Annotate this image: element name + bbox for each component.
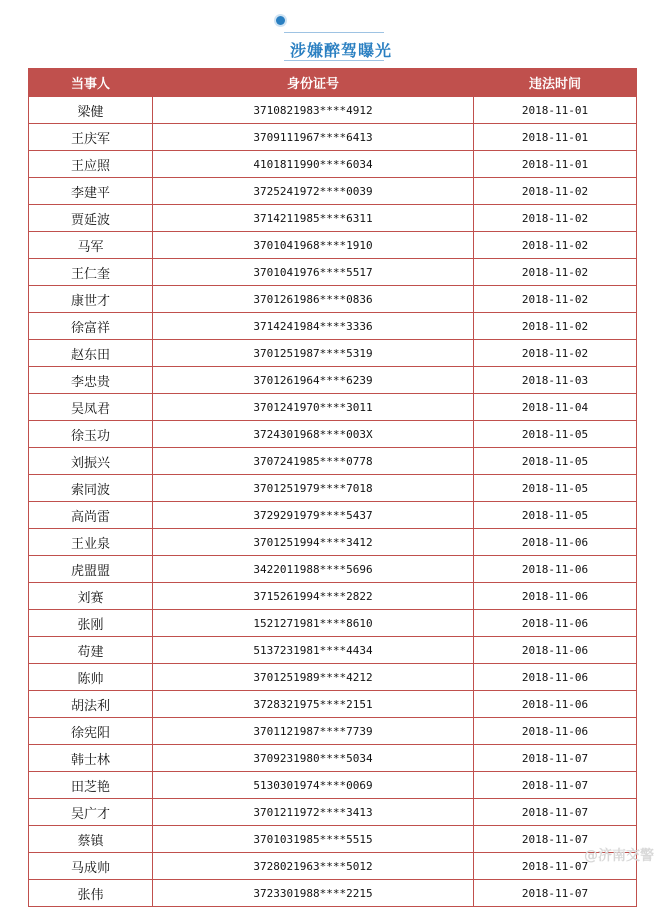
cell-party: 马军 [29, 232, 153, 259]
cell-party: 李建平 [29, 178, 153, 205]
cell-violation-date: 2018-11-06 [474, 718, 637, 745]
cell-party: 王庆军 [29, 124, 153, 151]
table-row [29, 799, 637, 826]
cell-id-number: 5130301974****0069 [153, 772, 474, 799]
cell-violation-date: 2018-11-05 [474, 448, 637, 475]
page-title: 涉嫌醉驾曝光 [290, 41, 393, 60]
cell-party: 吴广才 [29, 799, 153, 826]
cell-id-number: 3724301968****003X [153, 421, 474, 448]
table-row [29, 259, 637, 286]
cell-id-number: 3723301988****2215 [153, 880, 474, 907]
table-row [29, 448, 637, 475]
cell-party: 索同波 [29, 475, 153, 502]
cell-party: 赵东田 [29, 340, 153, 367]
cell-id-number: 3701251987****5319 [153, 340, 474, 367]
cell-party: 马成帅 [29, 853, 153, 880]
table-row [29, 232, 637, 259]
table-row [29, 205, 637, 232]
table-row [29, 502, 637, 529]
cell-violation-date: 2018-11-02 [474, 178, 637, 205]
table-row [29, 691, 637, 718]
cell-violation-date: 2018-11-04 [474, 394, 637, 421]
cell-violation-date: 2018-11-05 [474, 502, 637, 529]
table-header-row [29, 68, 637, 97]
cell-id-number: 3701121987****7739 [153, 718, 474, 745]
table-row [29, 826, 637, 853]
cell-party: 徐富祥 [29, 313, 153, 340]
table-row [29, 178, 637, 205]
cell-violation-date: 2018-11-05 [474, 421, 637, 448]
cell-violation-date: 2018-11-02 [474, 313, 637, 340]
cell-violation-date: 2018-11-01 [474, 151, 637, 178]
cell-id-number: 3701041968****1910 [153, 232, 474, 259]
table-row [29, 421, 637, 448]
table-row [29, 853, 637, 880]
table-row [29, 583, 637, 610]
cell-violation-date: 2018-11-06 [474, 529, 637, 556]
cell-violation-date: 2018-11-02 [474, 286, 637, 313]
cell-id-number: 3725241972****0039 [153, 178, 474, 205]
table-row [29, 556, 637, 583]
cell-party: 田芝艳 [29, 772, 153, 799]
cell-id-number: 3701241970****3011 [153, 394, 474, 421]
cell-id-number: 3701251989****4212 [153, 664, 474, 691]
cell-violation-date: 2018-11-07 [474, 799, 637, 826]
cell-party: 刘振兴 [29, 448, 153, 475]
cell-id-number: 3701251979****7018 [153, 475, 474, 502]
cell-violation-date: 2018-11-06 [474, 556, 637, 583]
table-row [29, 745, 637, 772]
cell-party: 王应照 [29, 151, 153, 178]
cell-party: 康世才 [29, 286, 153, 313]
title-divider-top [284, 32, 384, 33]
title-dot-icon [276, 16, 285, 25]
cell-party: 梁健 [29, 97, 153, 124]
table-body [29, 97, 637, 907]
cell-id-number: 1521271981****8610 [153, 610, 474, 637]
title-area [0, 0, 666, 68]
cell-party: 胡法利 [29, 691, 153, 718]
cell-party: 蔡镇 [29, 826, 153, 853]
cell-party: 吴凤君 [29, 394, 153, 421]
title-divider-bottom [284, 60, 384, 61]
table-row [29, 610, 637, 637]
cell-violation-date: 2018-11-05 [474, 475, 637, 502]
cell-violation-date: 2018-11-06 [474, 691, 637, 718]
table-row [29, 313, 637, 340]
cell-id-number: 4101811990****6034 [153, 151, 474, 178]
table-row [29, 880, 637, 907]
cell-id-number: 3701251994****3412 [153, 529, 474, 556]
table-row [29, 475, 637, 502]
cell-id-number: 3701261964****6239 [153, 367, 474, 394]
cell-violation-date: 2018-11-06 [474, 583, 637, 610]
cell-party: 王业泉 [29, 529, 153, 556]
table-row [29, 772, 637, 799]
cell-violation-date: 2018-11-02 [474, 205, 637, 232]
table-row [29, 664, 637, 691]
cell-party: 李忠贵 [29, 367, 153, 394]
header-id-number: 身份证号 [153, 68, 474, 97]
cell-violation-date: 2018-11-07 [474, 880, 637, 907]
cell-violation-date: 2018-11-02 [474, 340, 637, 367]
cell-violation-date: 2018-11-01 [474, 97, 637, 124]
violation-table [28, 68, 637, 907]
cell-violation-date: 2018-11-01 [474, 124, 637, 151]
cell-id-number: 5137231981****4434 [153, 637, 474, 664]
weibo-watermark: @济南交警 [584, 848, 654, 864]
table-row [29, 151, 637, 178]
header-party: 当事人 [29, 68, 153, 97]
header-violation-date: 违法时间 [474, 68, 637, 97]
table-row [29, 394, 637, 421]
cell-party: 张刚 [29, 610, 153, 637]
table-row [29, 124, 637, 151]
cell-id-number: 3701031985****5515 [153, 826, 474, 853]
table-row [29, 529, 637, 556]
cell-party: 贾延波 [29, 205, 153, 232]
table-row [29, 340, 637, 367]
table-row [29, 367, 637, 394]
cell-violation-date: 2018-11-06 [474, 610, 637, 637]
cell-party: 徐玉功 [29, 421, 153, 448]
cell-id-number: 3709111967****6413 [153, 124, 474, 151]
cell-id-number: 3728021963****5012 [153, 853, 474, 880]
cell-party: 张伟 [29, 880, 153, 907]
cell-party: 王仁奎 [29, 259, 153, 286]
cell-party: 虎盟盟 [29, 556, 153, 583]
cell-violation-date: 2018-11-07 [474, 772, 637, 799]
table-row [29, 718, 637, 745]
cell-party: 刘赛 [29, 583, 153, 610]
cell-violation-date: 2018-11-07 [474, 826, 637, 853]
cell-party: 徐宪阳 [29, 718, 153, 745]
cell-id-number: 3707241985****0778 [153, 448, 474, 475]
table-row [29, 97, 637, 124]
cell-id-number: 3701261986****0836 [153, 286, 474, 313]
cell-party: 陈帅 [29, 664, 153, 691]
cell-id-number: 3701041976****5517 [153, 259, 474, 286]
cell-id-number: 3422011988****5696 [153, 556, 474, 583]
cell-violation-date: 2018-11-02 [474, 259, 637, 286]
cell-violation-date: 2018-11-07 [474, 853, 637, 880]
cell-violation-date: 2018-11-03 [474, 367, 637, 394]
cell-violation-date: 2018-11-06 [474, 664, 637, 691]
cell-id-number: 3701211972****3413 [153, 799, 474, 826]
cell-id-number: 3728321975****2151 [153, 691, 474, 718]
cell-id-number: 3709231980****5034 [153, 745, 474, 772]
cell-id-number: 3714211985****6311 [153, 205, 474, 232]
cell-id-number: 3729291979****5437 [153, 502, 474, 529]
cell-violation-date: 2018-11-02 [474, 232, 637, 259]
cell-party: 韩士林 [29, 745, 153, 772]
cell-id-number: 3714241984****3336 [153, 313, 474, 340]
cell-violation-date: 2018-11-06 [474, 637, 637, 664]
cell-id-number: 3715261994****2822 [153, 583, 474, 610]
table-row [29, 286, 637, 313]
cell-party: 苟建 [29, 637, 153, 664]
cell-party: 高尚雷 [29, 502, 153, 529]
table-row [29, 637, 637, 664]
cell-violation-date: 2018-11-07 [474, 745, 637, 772]
cell-id-number: 3710821983****4912 [153, 97, 474, 124]
